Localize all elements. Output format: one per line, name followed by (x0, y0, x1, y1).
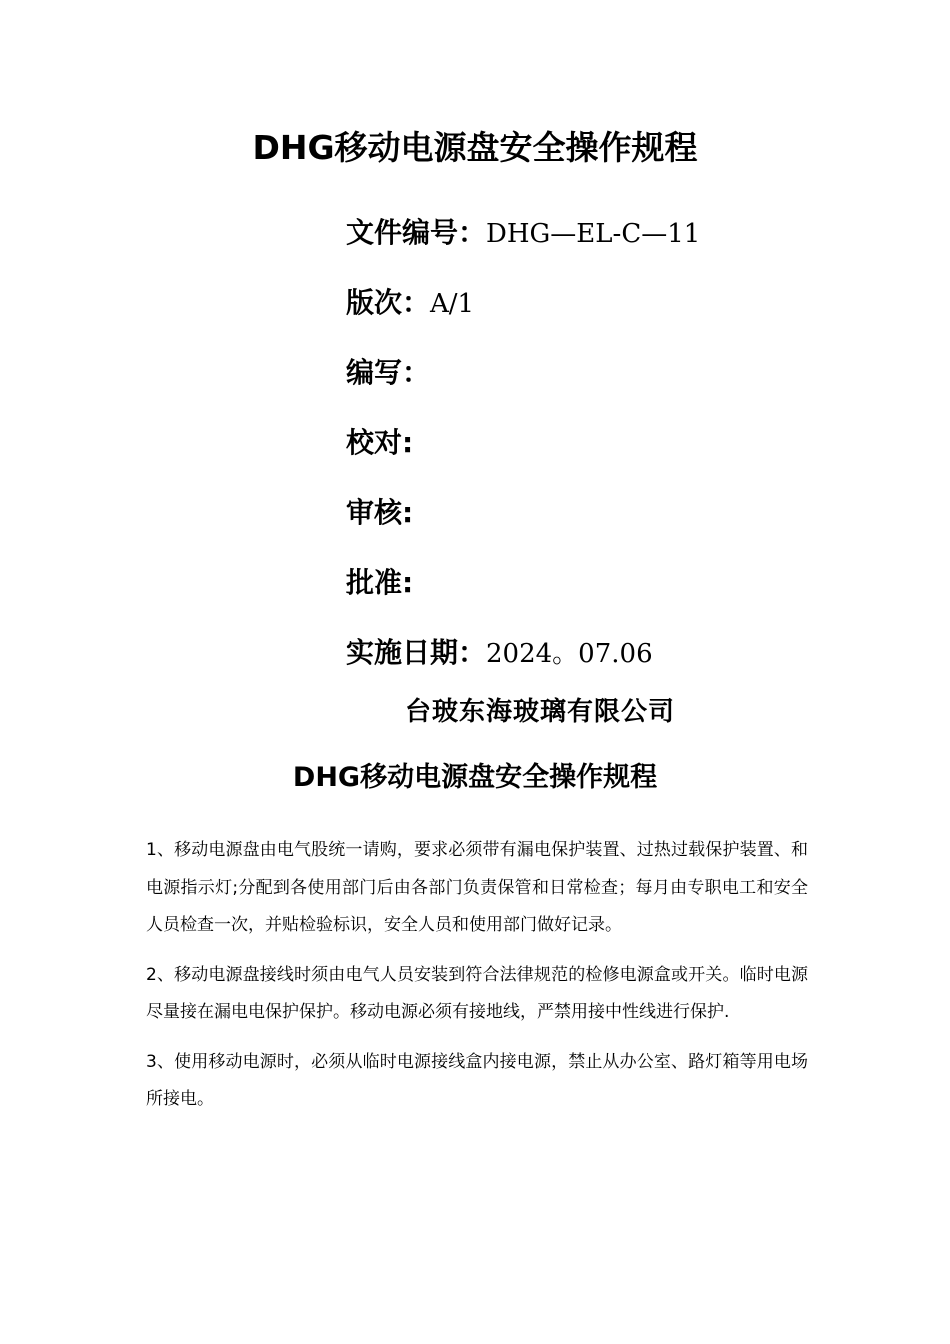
approver-line (346, 548, 906, 618)
clause-paragraph: 3、使用移动电源时，必须从临时电源接线盒内接电源，禁止从办公室、路灯箱等用电场所接电。 (146, 1051, 808, 1109)
checker-line (346, 408, 906, 478)
section-title: DHG移动电源盘安全操作规程 (292, 762, 658, 793)
document-body (146, 832, 808, 1131)
writer-label: 编写： (346, 356, 431, 389)
effective-date-line (346, 618, 906, 688)
approver-label: 批准: (346, 566, 414, 599)
document-title: DHG移动电源盘安全操作规程 (252, 128, 698, 167)
doc-number-line (346, 198, 906, 268)
reviewer-label: 审核: (346, 496, 414, 529)
reviewer-line (346, 478, 906, 548)
doc-number-label: 文件编号： (346, 216, 487, 249)
effective-date-label: 实施日期： (346, 636, 487, 669)
company-name: 台玻东海玻璃有限公司 (405, 697, 676, 727)
version-label: 版次： (346, 286, 431, 319)
clause-paragraph: 1、移动电源盘由电气股统一请购，要求必须带有漏电保护装置、过热过载保护装置、和电源指示灯;分配到各使用部门后由各部门负责保管和日常检查；每月由专职电工和安全人员检查一次，并贴检验标识，安全人员和使用部门做好记录。 (146, 840, 808, 935)
checker-label: 校对: (346, 426, 414, 459)
doc-number-value: DHG—EL-C—11 (486, 219, 701, 249)
clause-paragraph: 2、移动电源盘接线时须由电气人员安装到符合法律规范的检修电源盒或开关。临时电源尽量接在漏电电保护保护。移动电源必须有接地线，严禁用接中性线进行保护. (146, 964, 808, 1022)
version-value: A/1 (430, 289, 475, 319)
version-line (346, 268, 906, 338)
document-meta (346, 198, 906, 688)
effective-date-value: 2024。07.06 (486, 639, 653, 669)
writer-line (346, 338, 906, 408)
